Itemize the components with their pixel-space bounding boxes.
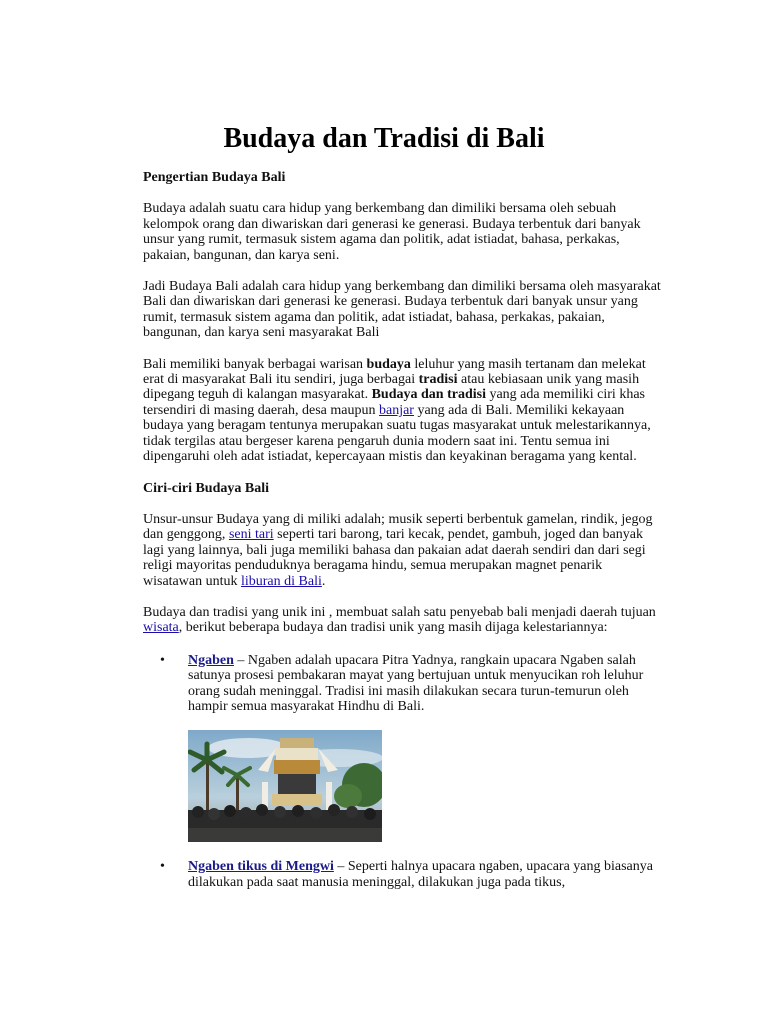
text-span: Bali memiliki banyak berbagai warisan: [143, 356, 367, 372]
paragraph-elements: [143, 512, 663, 589]
paragraph-definition: Budaya adalah suatu cara hidup yang berkembang dan dimiliki bersama oleh sebuah kelompok orang dan diwariskan dari generasi ke generasi. Budaya terbentuk dari banyak unsur yang rumit, termasuk sistem agama dan politik, adat istiadat, bahasa, perkakas, pakaian, bangunan, dan karya seni.: [143, 201, 641, 263]
bullet-icon: •: [160, 652, 165, 668]
section-heading-pengertian: Pengertian Budaya Bali: [143, 170, 286, 185]
paragraph-tourism: [143, 605, 663, 636]
bold-text-budaya: budaya: [366, 356, 411, 372]
text-span: leluhur yang masih tertanam dan melekat erat di masyarakat Bali itu sendiri, juga berbagai: [143, 356, 646, 388]
text-span: atau kebiasaan unik yang masih dipegang teguh di kalangan masyarakat.: [143, 372, 640, 403]
list-item-text: [188, 653, 663, 715]
list-item: [143, 859, 663, 890]
paragraph-bali-culture: Jadi Budaya Bali adalah cara hidup yang berkembang dan dimiliki bersama oleh masyarakat Bali dan diwariskan dari generasi ke generasi. Budaya terbentuk dari banyak unsur yang rumit, termasuk sistem agama dan politik, adat istiadat, bahasa, perkakas, pakaian, bangunan, dan karya seni masyarakat Bali: [143, 279, 661, 341]
text-span: yang ada di Bali. Memiliki kekayaan budaya yang beragam tentunya merupakan suatu tugas masyarakat untuk melestarikannya, tidak tergilas atau bergeser karena pengaruh dunia modern saat ini. Tentu semua ini dipengaruhi oleh adat istiadat, kepercayaan mistis dan keyakinan beragama yang kental.: [143, 402, 651, 465]
section-heading-ciri-ciri: Ciri-ciri Budaya Bali: [143, 480, 269, 496]
paragraph-heritage: [143, 357, 663, 465]
bullet-icon: •: [160, 859, 165, 875]
link-ngaben-tikus[interactable]: Ngaben tikus di Mengwi: [188, 859, 334, 875]
text-span: Unsur-unsur Budaya yang di miliki adalah; musik seperti berbentuk gamelan, rindik, jegog dan genggong,: [143, 511, 653, 543]
list-item-text: [188, 859, 663, 890]
bold-text-tradisi: tradisi: [418, 372, 458, 388]
ngaben-ceremony-photo: [188, 730, 382, 842]
link-wisata[interactable]: wisata: [143, 620, 179, 636]
bold-text-budaya-dan-tradisi: Budaya dan tradisi: [371, 387, 486, 403]
ngaben-photo-illustration: [188, 730, 382, 842]
link-ngaben[interactable]: Ngaben: [188, 652, 234, 668]
document-title: Budaya dan Tradisi di Bali: [223, 123, 545, 154]
text-span: – Ngaben adalah upacara Pitra Yadnya, rangkain upacara Ngaben salah satunya prosesi pembakaran mayat yang bertujuan untuk menyucikan roh leluhur orang sudah meninggal. Tradisi ini masih dilakukan secara turun-temurun oleh hampir semua masyarakat Hindhu di Bali.: [188, 652, 644, 714]
text-span: yang ada memiliki ciri khas tersendiri di masing daerah, desa maupun: [143, 387, 645, 418]
list-item: [143, 653, 663, 843]
link-banjar[interactable]: banjar: [378, 402, 414, 418]
text-span: – Seperti halnya upacara ngaben, upacara yang biasanya dilakukan pada saat manusia meninggal, dilakukan juga pada tikus,: [188, 859, 653, 890]
document-body: [143, 170, 663, 890]
tradition-list: [143, 653, 663, 890]
link-seni-tari[interactable]: seni tari: [228, 527, 274, 543]
text-span: Budaya dan tradisi yang unik ini , membuat salah satu penyebab bali menjadi daerah tujuan: [143, 604, 656, 620]
text-span: seperti tari barong, tari kecak, pendet, gambuh, joged dan banyak lagi yang lainnya, bali juga memiliki bahasa dan pakaian adat daerah sendiri dan dari segi religi mayoritas penduduknya beragama hindu, semua merupakan magnet penarik wisatawan untuk: [143, 527, 646, 589]
text-span: .: [321, 573, 326, 589]
text-span: , berikut beberapa budaya dan tradisi unik yang masih dijaga kelestariannya:: [178, 620, 608, 636]
link-liburan-di-bali[interactable]: liburan di Bali: [240, 573, 322, 589]
